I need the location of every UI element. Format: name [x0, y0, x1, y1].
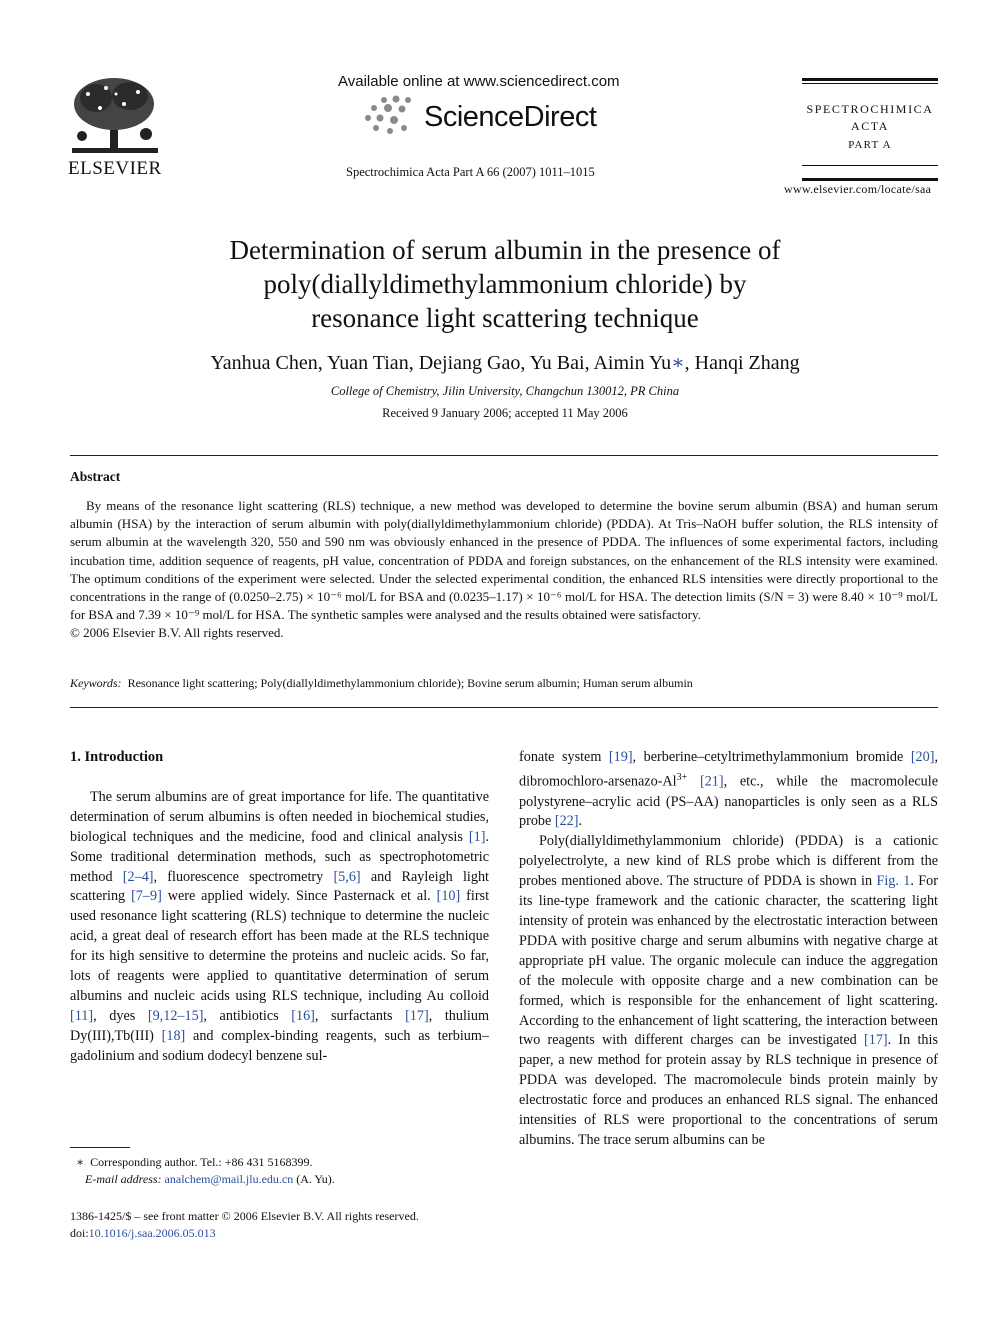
keywords-list: Resonance light scattering; Poly(diallyldimethylammonium chloride); Bovine serum albumin; Human serum albumin [127, 676, 693, 690]
article-title [100, 233, 910, 335]
title-line: resonance light scattering technique [311, 303, 699, 333]
corresponding-author-mark[interactable]: ∗ [671, 352, 685, 374]
received-dates: Received 9 January 2006; accepted 11 May 2006 [382, 406, 628, 420]
intro-paragraph-2: Poly(diallyldimethylammonium chloride) (PDDA) is a cationic polyelectrolyte, a new kind of RLS probe which is different from the probes mentioned above. The structure of PDDA is shown in Fig. 1. For its line-type framework and the cationic character, the scattering light intensity of protein was enhanced by the electrostatic interaction between PDDA with positive charge and serum albumins with negative charge at appropriate pH value. The organic molecule can induce the aggregation of the molecule with opposite charge and a new combination can be formed, which is responsible for the enhancement of light scattering. According to the enhancement of light scattering, the interaction between two reagents with different charges can be investigated [17]. In this paper, a new method for protein assay by RLS technique in presence of PDDA was developed. The macromolecule binds protein mainly by electrostatic force and produces an enhanced RLS signal. The enhanced intensities of RLS were proportional to the concentrations of serum albumins. The trace serum albumins can be [519, 833, 938, 1148]
right-column [519, 748, 938, 1151]
left-column [70, 748, 489, 1067]
abstract-heading: Abstract [70, 469, 121, 484]
doi-link[interactable]: 10.1016/j.saa.2006.05.013 [88, 1226, 216, 1240]
divider [70, 455, 938, 456]
abstract-copyright: © 2006 Elsevier B.V. All rights reserved. [70, 625, 284, 641]
journal-title-line3: PART A [848, 139, 892, 151]
reference-link[interactable]: [2–4] [122, 868, 154, 885]
journal-title-box [802, 78, 938, 181]
available-online-text[interactable]: Available online at www.sciencedirect.com [338, 73, 620, 90]
section-heading: 1. Introduction [70, 749, 164, 765]
issn-line: 1386-1425/$ – see front matter © 2006 Elsevier B.V. All rights reserved. [70, 1209, 419, 1223]
journal-title-line2: ACTA [850, 119, 890, 133]
affiliation: College of Chemistry, Jilin University, Changchun 130012, PR China [330, 384, 680, 398]
reference-link[interactable]: [5,6] [333, 868, 361, 885]
sciencedirect-wordmark: ScienceDirect [424, 101, 597, 133]
author-list [100, 350, 910, 375]
reference-link[interactable]: [19] [608, 749, 633, 765]
reference-link[interactable]: [22] [554, 813, 579, 830]
sciencedirect-dots-icon [360, 94, 426, 138]
corresponding-info: Corresponding author. Tel.: +86 431 5168399. [90, 1155, 313, 1169]
publisher-name: ELSEVIER [68, 158, 162, 179]
email-suffix: (A. Yu). [293, 1172, 335, 1186]
email-label: E-mail address: [85, 1172, 162, 1186]
title-line: poly(diallyldimethylammonium chloride) by [263, 269, 747, 299]
reference-link[interactable]: [20] [910, 749, 935, 765]
reference-link[interactable]: [17] [405, 1007, 429, 1024]
journal-url[interactable]: www.elsevier.com/locate/saa [784, 182, 932, 196]
reference-link[interactable]: [9,12–15] [147, 1007, 204, 1024]
intro-paragraph-1: The serum albumins are of great importance for life. The quantitative determination of serum albumins is often needed in biochemical studies, biological techniques and the medicine, food and clinical analysis [1]. Some traditional determination methods, such as spectrophotometric method [2–4], fluorescence spectrometry [5,6] and Rayleigh light scattering [7–9] were applied widely. Since Pasternack et al. [10] first used resonance light scattering (RLS) technique to determine the nucleic acid, a great deal of research effort has been made at the RLS technique for its high sensitive to determine the proteins and nucleic acids. So far, lots of reagents were applied to quantitative determination of serum albumins and nucleic acids using RLS technique, including Au colloid [11], dyes [9,12–15], antibiotics [16], surfactants [17], thulium Dy(III),Tb(III) [18] and complex-binding reagents, such as terbium–gadolinium and sodium dodecyl benzene sul- [70, 788, 490, 1064]
title-line: Determination of serum albumin in the presence of [229, 235, 781, 265]
reference-link[interactable]: [21] [699, 773, 724, 790]
footnote [70, 1154, 489, 1188]
doi-label: doi: [70, 1226, 89, 1240]
footnote-rule [70, 1147, 130, 1148]
abstract-text: By means of the resonance light scattering (RLS) technique, a new method was developed to determine the bovine serum albumin (BSA) and human serum albumin (HSA) by the interaction of serum albumin with poly(diallyldimethylammonium chloride) (PDDA). At Tris–NaOH buffer solution, the RLS intensity of serum albumin at the wavelength 320, 550 and 590 nm was obviously enhanced in the presence of PDDA. The influences of some experimental factors, including incubation time, addition sequence of reagents, pH value, concentration of PDDA and foreign substances, on the enhancement of the RLS intensity were examined. The optimum conditions of the experiment were selected. Under the selected experimental condition, the enhanced RLS intensities were directly proportional to the concentrations in the range of (0.0250–2.75) × 10⁻⁶ mol/L for BSA and (0.0235–1.17) × 10⁻⁶ mol/L for HSA. The detection limits (S/N = 3) were 8.40 × 10⁻⁹ mol/L for BSA and 7.39 × 10⁻⁹ mol/L for HSA. The synthetic samples were analysed and the results obtained were satisfactory. [70, 498, 938, 623]
superscript: 3+ [676, 771, 688, 783]
authors-text-end: , Hanqi Zhang [684, 352, 800, 374]
reference-link[interactable]: [17] [864, 1032, 888, 1049]
authors-text: Yanhua Chen, Yuan Tian, Dejiang Gao, Yu Bai, Aimin Yu [210, 352, 672, 374]
divider [70, 707, 938, 708]
intro-paragraph-1-cont: fonate system [19], berberine–cetyltrimethylammonium bromide [20], dibromochloro-$arsenazo-Al^{3+}$ [21], etc., while the macromolecule polystyrene–acrylic acid (PS–AA) nanoparticles is only seen as a RLS probe [22]. [519, 749, 938, 830]
reference-link[interactable]: [1] [468, 828, 486, 845]
reference-link[interactable]: [10] [436, 888, 461, 905]
reference-link[interactable]: Fig. 1 [876, 873, 911, 890]
reference-link[interactable]: [7–9] [131, 888, 162, 905]
reference-link[interactable]: [11] [70, 1007, 94, 1024]
footnote-mark: ∗ [76, 1155, 85, 1169]
journal-citation: Spectrochimica Acta Part A 66 (2007) 1011–1015 [346, 165, 595, 179]
keywords [70, 676, 938, 691]
issn-info [70, 1208, 419, 1242]
journal-title-line1: SPECTROCHIMICA [806, 102, 934, 116]
keywords-label: Keywords: [70, 676, 122, 690]
email-link[interactable]: analchem@mail.jlu.edu.cn [164, 1172, 294, 1186]
reference-link[interactable]: [18] [161, 1027, 186, 1044]
reference-link[interactable]: [16] [291, 1007, 315, 1024]
abstract-body [70, 497, 938, 643]
